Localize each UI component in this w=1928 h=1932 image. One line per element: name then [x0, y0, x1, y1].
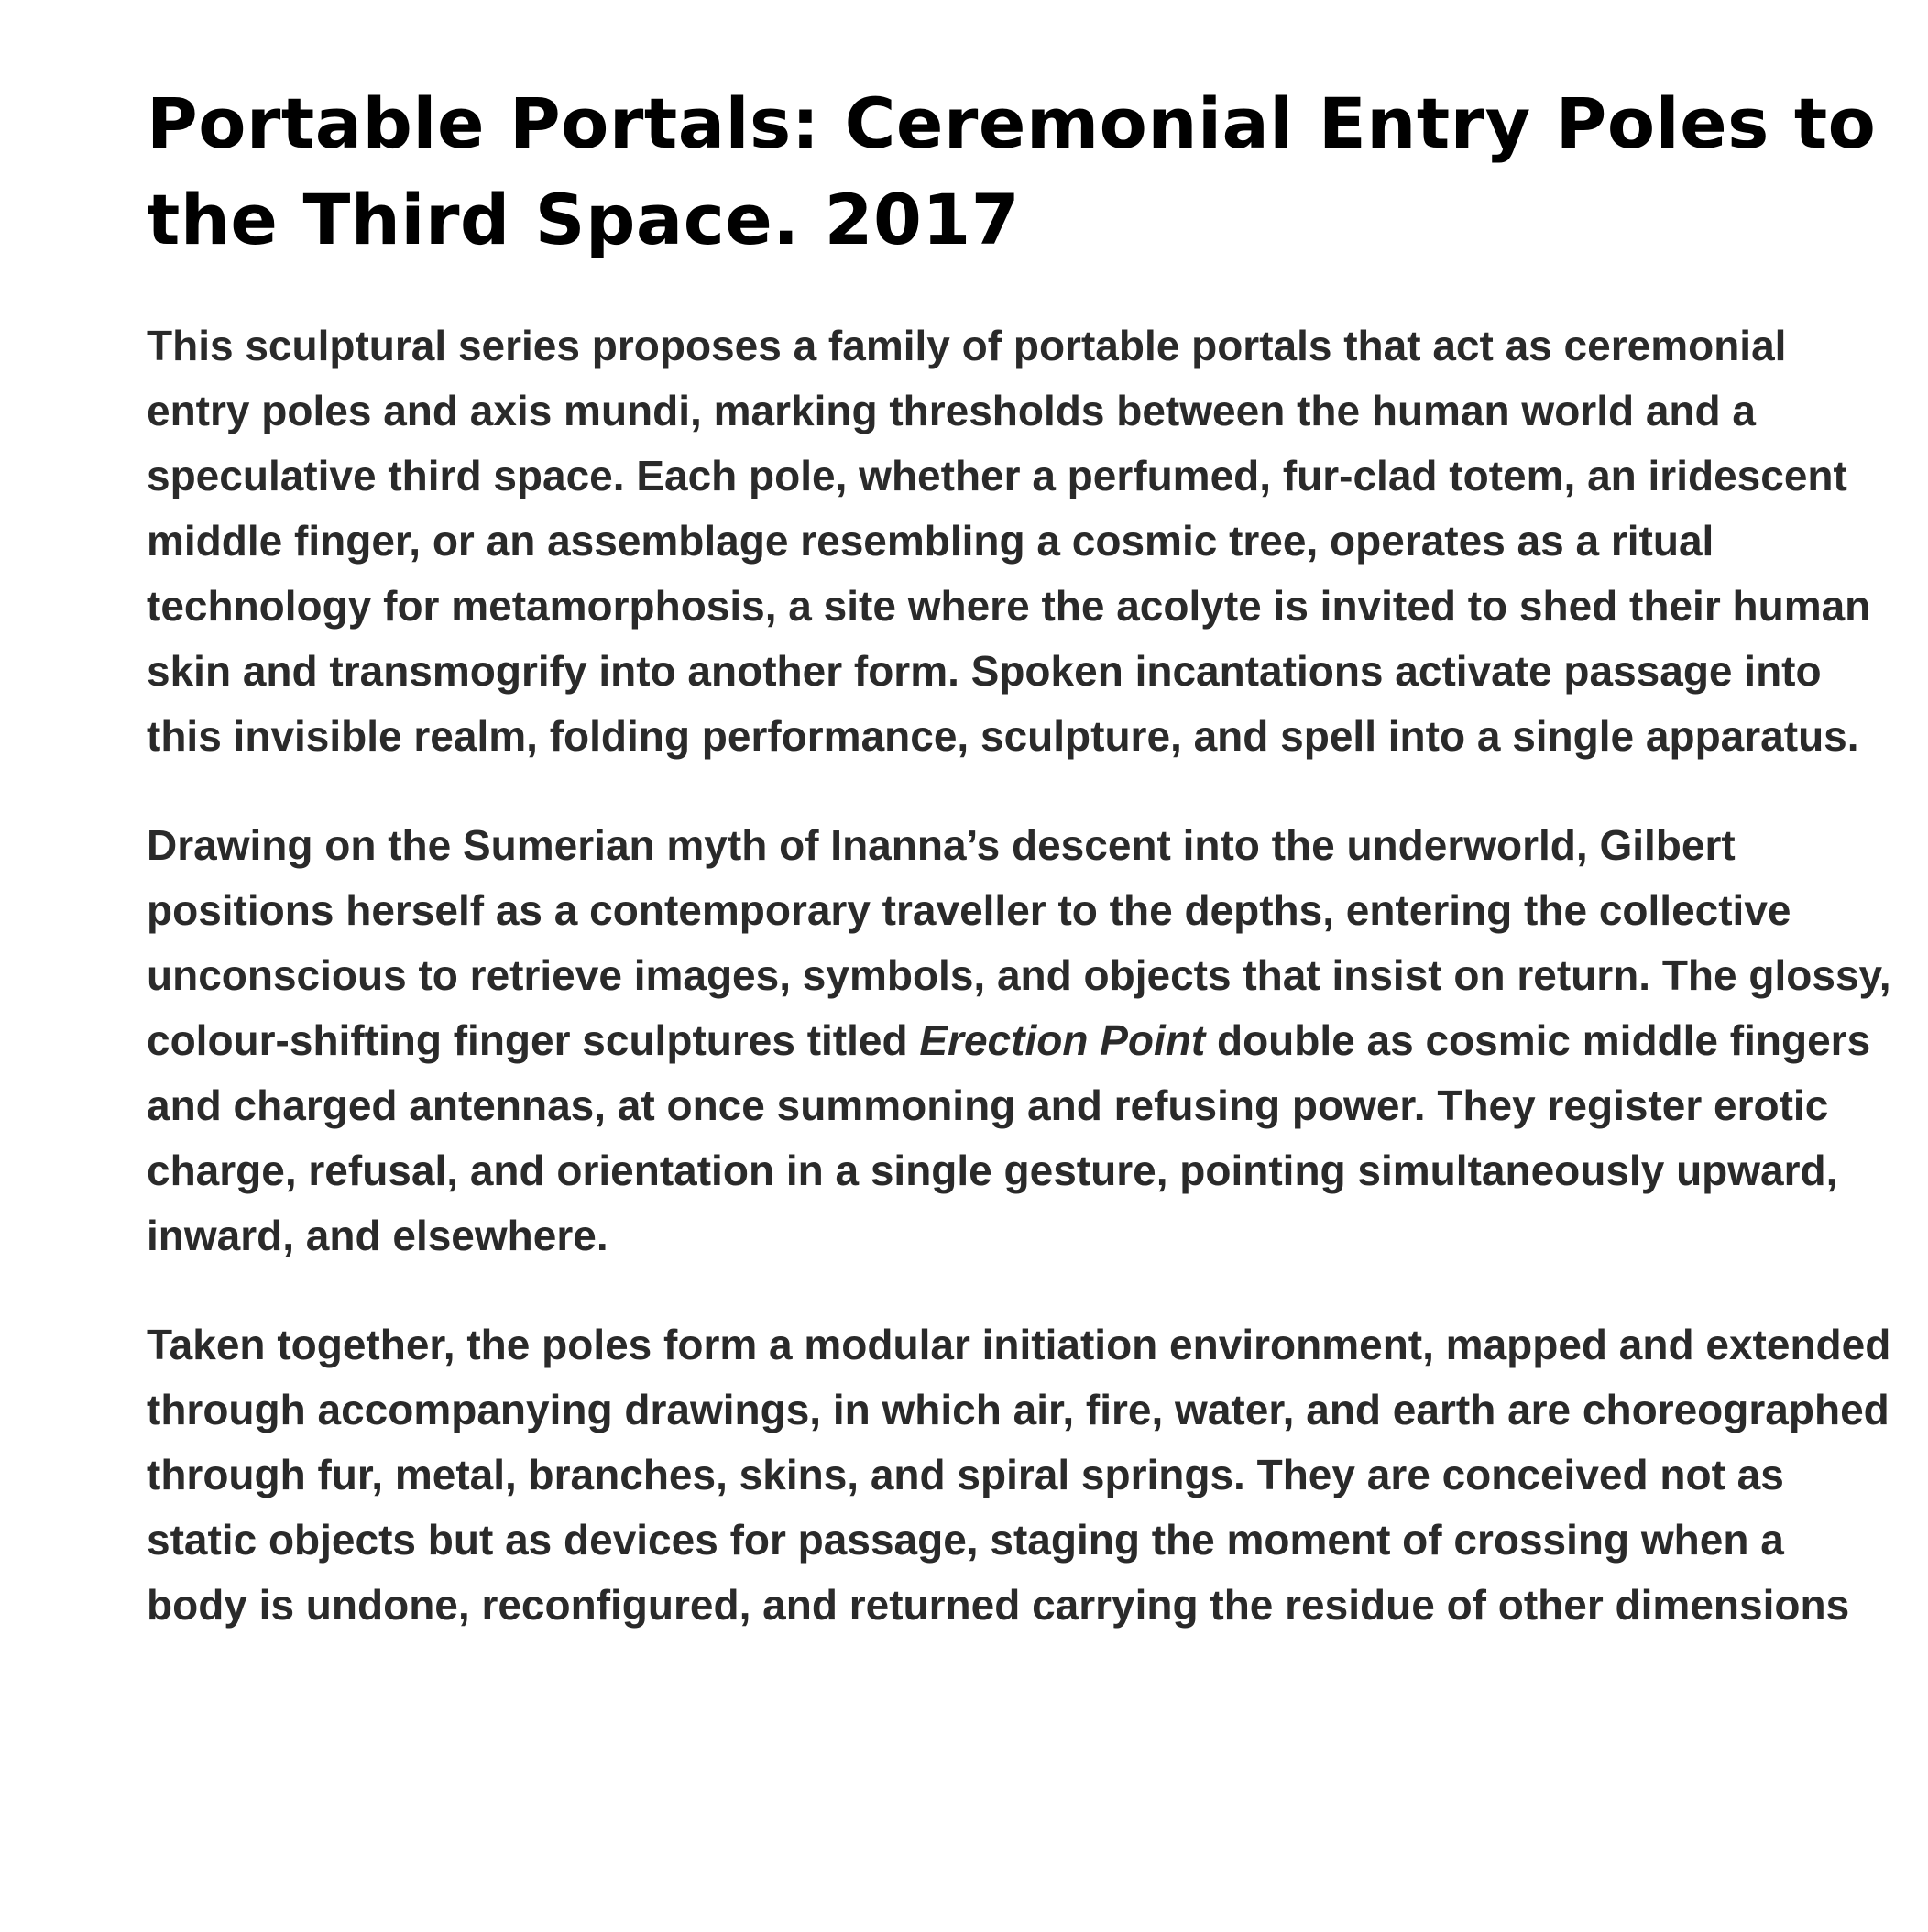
- body-paragraph-3: Taken together, the poles form a modular initiation environment, mapped and extended through accompanying drawings, in which air, fire, water, and earth are choreographed through fur, metal, branches, skins, and spiral springs. They are conceived not as static objects but as devices for passage, staging the moment of crossing when a body is undone, reconfigured, and returned carrying the residue of other dimensions: [147, 1321, 1891, 1629]
- article: [147, 75, 1893, 1682]
- body-paragraph-1: This sculptural series proposes a family of portable portals that act as ceremonial entry poles and axis mundi, marking thresholds between the human world and a speculative third space. Each pole, whether a perfumed, fur-clad totem, an iridescent middle finger, or an assemblage resembling a cosmic tree, operates as a ritual technology for metamorphosis, a site where the acolyte is invited to shed their human skin and transmogrify into another form. Spoken incantations activate passage into this invisible realm, folding performance, sculpture, and spell into a single apparatus.: [147, 322, 1871, 760]
- paragraph-2-text-end: double as cosmic middle fingers and charged antennas, at once summoning and refusing power. They register erotic charge, refusal, and orientation in a single gesture, pointing simultaneously upward, inward, and elsewhere.: [147, 1016, 1871, 1259]
- paragraph-2-text-start: Drawing on the Sumerian myth of Inanna’s descent into the underworld, Gilbert positions herself as a contemporary traveller to the depths, entering the collective unconscious to retrieve images, symbols, and objects that insist on return. The glossy, colour-shifting finger sculptures titled: [147, 821, 1891, 1064]
- artwork-title-italic: Erection Point: [919, 1016, 1206, 1064]
- body-paragraph-2: [147, 813, 1893, 1268]
- page-title: Portable Portals: Ceremonial Entry Poles to the Third Space. 2017: [147, 82, 1877, 260]
